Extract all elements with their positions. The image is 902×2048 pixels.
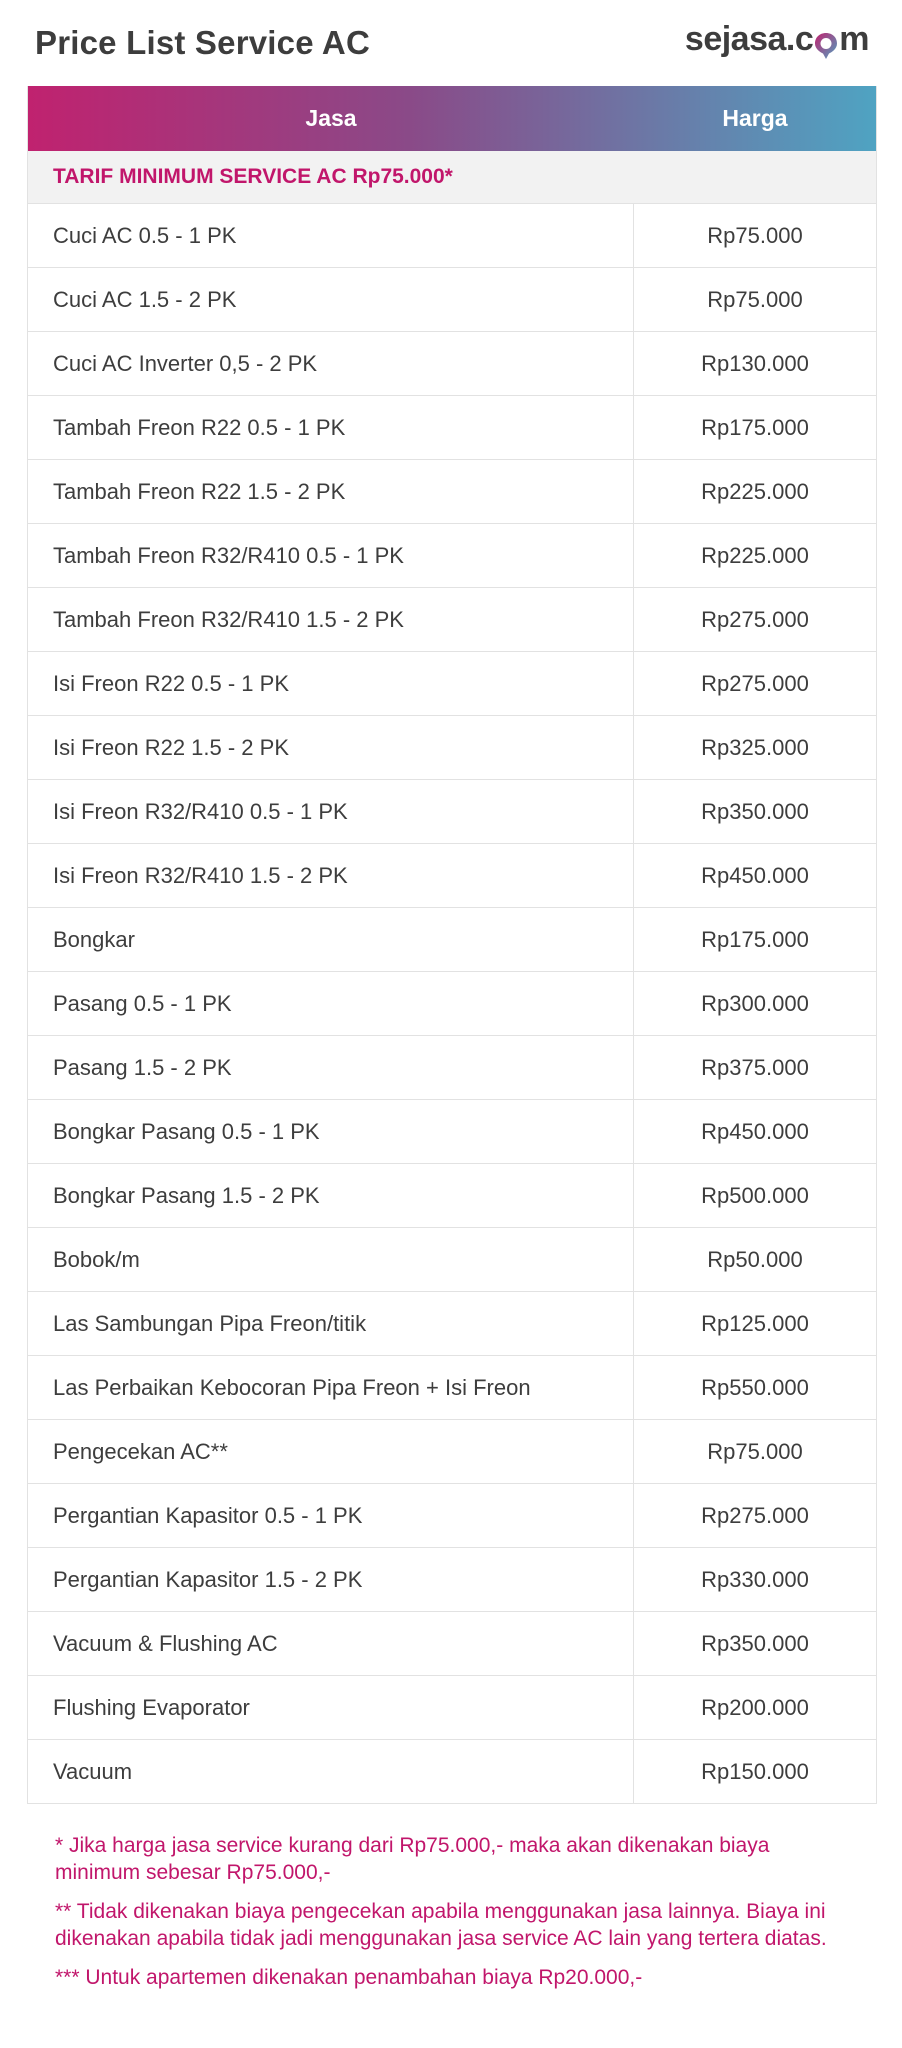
price-cell: Rp130.000 — [701, 350, 809, 376]
service-cell: Pergantian Kapasitor 0.5 - 1 PK — [28, 1484, 634, 1547]
column-header-service: Jasa — [305, 105, 357, 131]
table-row — [28, 1228, 876, 1292]
service-cell: Bongkar — [28, 908, 634, 971]
service-cell: Tambah Freon R22 1.5 - 2 PK — [28, 460, 634, 523]
service-cell: Bongkar Pasang 0.5 - 1 PK — [28, 1100, 634, 1163]
service-cell: Isi Freon R22 0.5 - 1 PK — [28, 652, 634, 715]
price-cell: Rp50.000 — [707, 1246, 803, 1272]
table-row — [28, 1676, 876, 1740]
table-row — [28, 1548, 876, 1612]
location-pin-icon — [814, 30, 838, 54]
service-cell: Cuci AC 0.5 - 1 PK — [28, 204, 634, 267]
price-cell: Rp200.000 — [701, 1694, 809, 1720]
table-row — [28, 1036, 876, 1100]
service-cell: Isi Freon R32/R410 0.5 - 1 PK — [28, 780, 634, 843]
footnote-inspection-fee: ** Tidak dikenakan biaya pengecekan apabila menggunakan jasa lainnya. Biaya ini dikenakan apabila tidak jadi menggunakan jasa service AC lain yang tertera diatas. — [55, 1900, 827, 1950]
price-cell: Rp550.000 — [701, 1374, 809, 1400]
table-row — [28, 460, 876, 524]
table-row — [28, 268, 876, 332]
page-title: Price List Service AC — [35, 24, 370, 61]
service-cell: Isi Freon R32/R410 1.5 - 2 PK — [28, 844, 634, 907]
service-cell: Pergantian Kapasitor 1.5 - 2 PK — [28, 1548, 634, 1611]
price-table — [27, 86, 877, 1804]
price-cell: Rp75.000 — [707, 286, 803, 312]
price-cell: Rp500.000 — [701, 1182, 809, 1208]
table-row — [28, 1484, 876, 1548]
table-row — [28, 524, 876, 588]
price-cell: Rp75.000 — [707, 1438, 803, 1464]
service-cell: Bobok/m — [28, 1228, 634, 1291]
table-row — [28, 652, 876, 716]
price-cell: Rp75.000 — [707, 222, 803, 248]
price-cell: Rp350.000 — [701, 1630, 809, 1656]
table-row — [28, 1740, 876, 1803]
footnotes — [55, 1832, 855, 2003]
price-cell: Rp225.000 — [701, 478, 809, 504]
price-cell: Rp275.000 — [701, 670, 809, 696]
table-row — [28, 1164, 876, 1228]
price-cell: Rp175.000 — [701, 926, 809, 952]
service-cell: Tambah Freon R32/R410 0.5 - 1 PK — [28, 524, 634, 587]
footnote-minimum-fee: * Jika harga jasa service kurang dari Rp75.000,- maka akan dikenakan biaya minimum sebesar Rp75.000,- — [55, 1834, 770, 1884]
table-row — [28, 780, 876, 844]
service-cell: Bongkar Pasang 1.5 - 2 PK — [28, 1164, 634, 1227]
service-cell: Tambah Freon R32/R410 1.5 - 2 PK — [28, 588, 634, 651]
table-row — [28, 332, 876, 396]
price-cell: Rp125.000 — [701, 1310, 809, 1336]
table-row — [28, 588, 876, 652]
logo-text-left: sejasa.c — [684, 20, 814, 58]
table-row — [28, 1612, 876, 1676]
price-cell: Rp300.000 — [701, 990, 809, 1016]
price-cell: Rp225.000 — [701, 542, 809, 568]
minimum-tariff-row: TARIF MINIMUM SERVICE AC Rp75.000* — [28, 151, 876, 204]
sejasa-logo — [685, 20, 869, 59]
table-row — [28, 1356, 876, 1420]
table-row — [28, 1100, 876, 1164]
service-cell: Vacuum & Flushing AC — [28, 1612, 634, 1675]
service-cell: Vacuum — [28, 1740, 634, 1803]
header — [0, 0, 902, 86]
table-row — [28, 1420, 876, 1484]
price-cell: Rp450.000 — [701, 862, 809, 888]
service-cell: Las Perbaikan Kebocoran Pipa Freon + Isi Freon — [28, 1356, 634, 1419]
table-row — [28, 204, 876, 268]
price-cell: Rp450.000 — [701, 1118, 809, 1144]
service-cell: Tambah Freon R22 0.5 - 1 PK — [28, 396, 634, 459]
column-header-price: Harga — [722, 105, 788, 131]
price-cell: Rp330.000 — [701, 1566, 809, 1592]
table-header — [28, 86, 876, 151]
service-cell: Pasang 1.5 - 2 PK — [28, 1036, 634, 1099]
table-row — [28, 908, 876, 972]
price-cell: Rp325.000 — [701, 734, 809, 760]
service-cell: Cuci AC 1.5 - 2 PK — [28, 268, 634, 331]
table-row — [28, 716, 876, 780]
table-row — [28, 1292, 876, 1356]
price-cell: Rp275.000 — [701, 1502, 809, 1528]
price-cell: Rp350.000 — [701, 798, 809, 824]
service-cell: Cuci AC Inverter 0,5 - 2 PK — [28, 332, 634, 395]
logo-text-right: m — [839, 20, 869, 58]
service-cell: Isi Freon R22 1.5 - 2 PK — [28, 716, 634, 779]
footnote-apartment-fee: *** Untuk apartemen dikenakan penambahan biaya Rp20.000,- — [55, 1966, 643, 1989]
table-row — [28, 972, 876, 1036]
service-cell: Flushing Evaporator — [28, 1676, 634, 1739]
service-cell: Las Sambungan Pipa Freon/titik — [28, 1292, 634, 1355]
price-cell: Rp375.000 — [701, 1054, 809, 1080]
table-row — [28, 844, 876, 908]
price-cell: Rp275.000 — [701, 606, 809, 632]
service-cell: Pasang 0.5 - 1 PK — [28, 972, 634, 1035]
table-row — [28, 396, 876, 460]
price-cell: Rp150.000 — [701, 1758, 809, 1784]
service-cell: Pengecekan AC** — [28, 1420, 634, 1483]
price-cell: Rp175.000 — [701, 414, 809, 440]
